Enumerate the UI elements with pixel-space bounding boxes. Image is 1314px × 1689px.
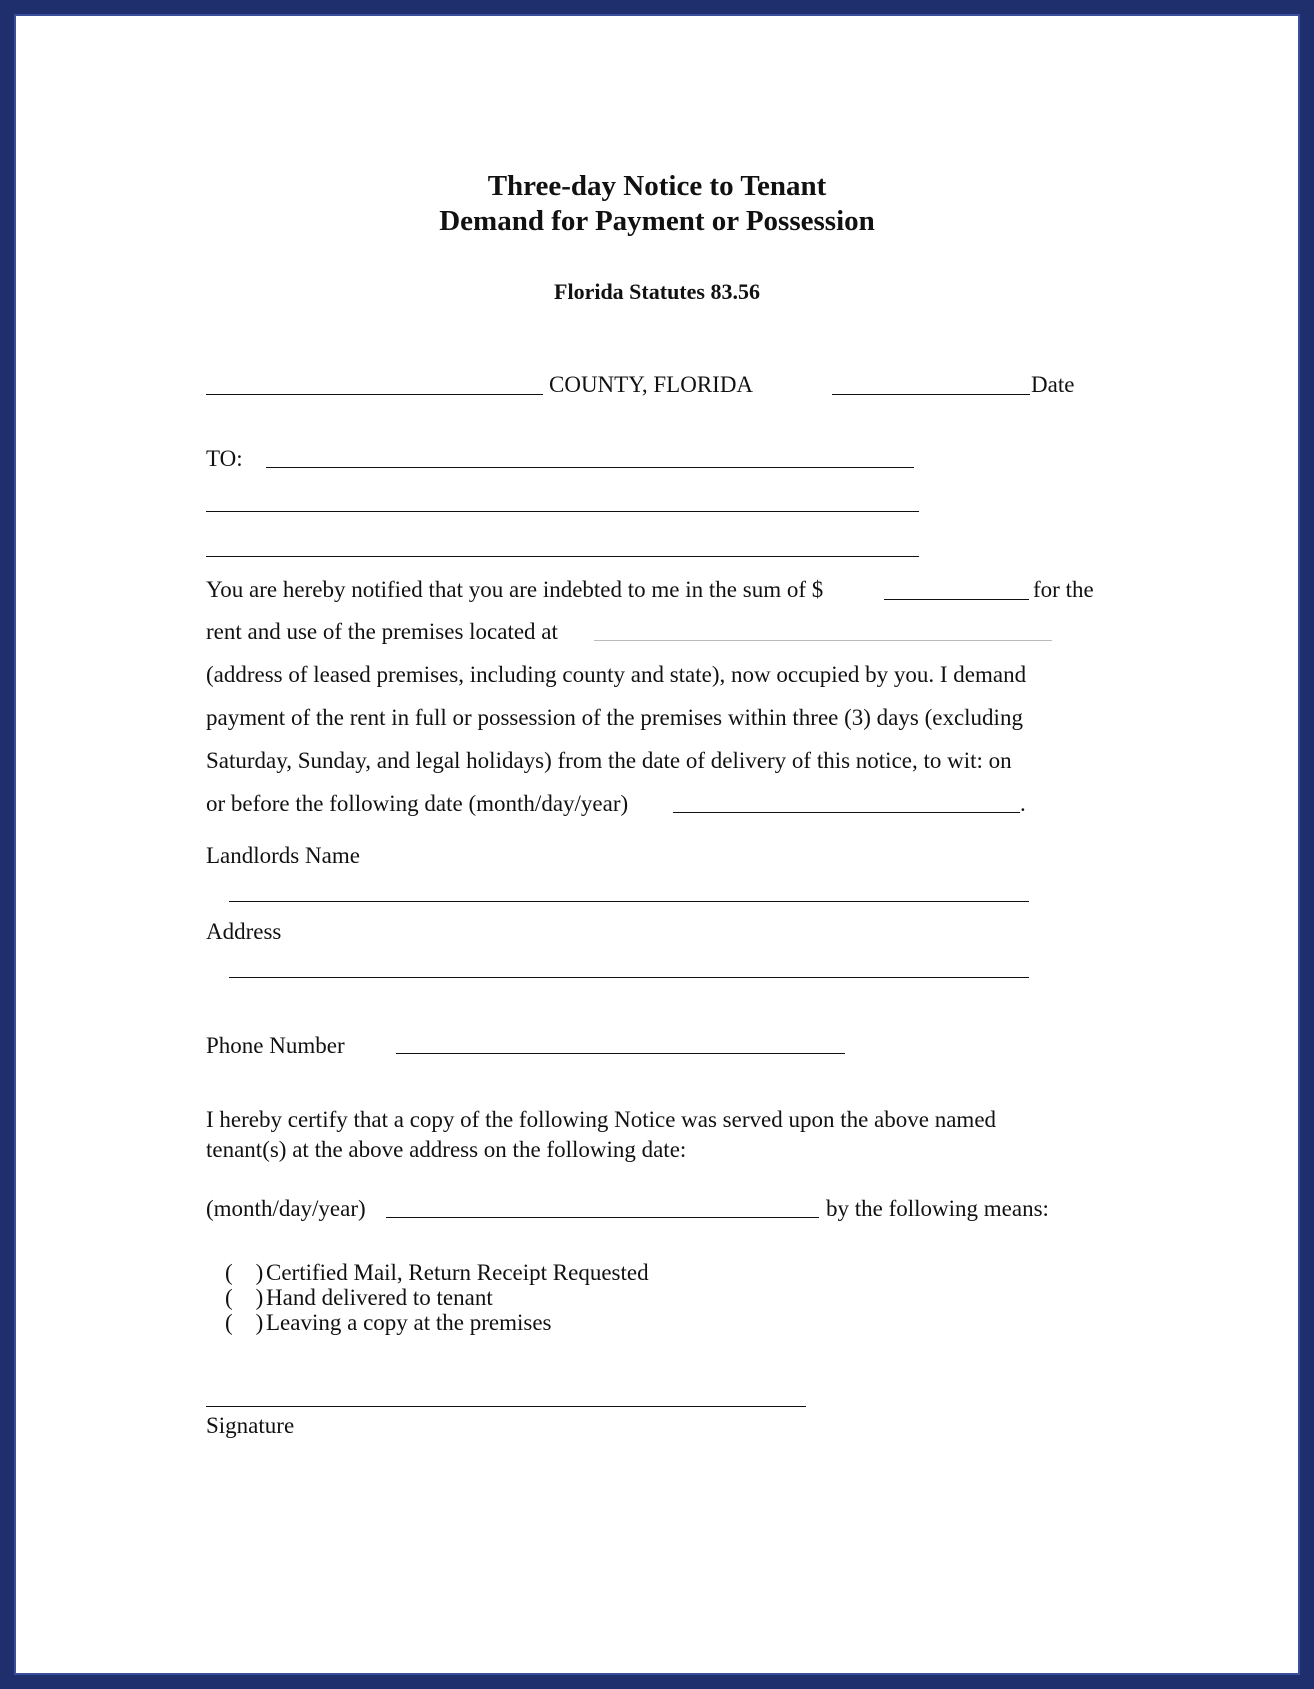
phone-blank[interactable]	[396, 1053, 845, 1054]
served-date-suffix: by the following means:	[826, 1196, 1049, 1221]
signature-label: Signature	[206, 1413, 295, 1438]
date-label: Date	[1031, 372, 1075, 397]
served-date-blank[interactable]	[386, 1217, 819, 1218]
signature-blank[interactable]	[206, 1406, 806, 1407]
certify-line-1: I hereby certify that a copy of the following Notice was served upon the above named	[206, 1107, 997, 1132]
phone-label: Phone Number	[206, 1033, 345, 1058]
landlord-name-label: Landlords Name	[206, 843, 360, 868]
body-line-1a: You are hereby notified that you are indebted to me in the sum of $	[206, 577, 824, 602]
title-line-2: Demand for Payment or Possession	[439, 205, 875, 237]
body-line-2: rent and use of the premises located at	[206, 619, 558, 644]
sum-blank[interactable]	[884, 599, 1029, 600]
body-line-6: or before the following date (month/day/year)	[206, 791, 629, 816]
county-blank[interactable]	[206, 394, 543, 395]
means-checkbox-2[interactable]: ( )	[225, 1285, 264, 1310]
to-blank-3[interactable]	[206, 556, 919, 557]
deadline-date-blank[interactable]	[673, 812, 1020, 813]
means-label-2: Hand delivered to tenant	[266, 1285, 493, 1310]
landlord-name-blank[interactable]	[229, 901, 1029, 902]
body-line-5: Saturday, Sunday, and legal holidays) from the date of delivery of this notice, to wit: on	[206, 748, 1012, 773]
date-blank[interactable]	[832, 394, 1030, 395]
means-label-3: Leaving a copy at the premises	[266, 1310, 552, 1335]
title-line-1: Three-day Notice to Tenant	[487, 170, 827, 202]
county-label: COUNTY, FLORIDA	[549, 372, 754, 397]
to-blank-1[interactable]	[266, 467, 914, 468]
address-blank[interactable]	[229, 977, 1029, 978]
address-label: Address	[206, 919, 282, 944]
statute-reference: Florida Statutes 83.56	[554, 279, 760, 304]
means-checkbox-3[interactable]: ( )	[225, 1310, 264, 1335]
body-line-4: payment of the rent in full or possession of the premises within three (3) days (excluding	[206, 705, 1023, 730]
premises-blank[interactable]	[594, 640, 1052, 641]
body-line-1b: for the	[1033, 577, 1094, 602]
body-line-3: (address of leased premises, including county and state), now occupied by you. I demand	[206, 662, 1027, 687]
to-label: TO:	[206, 446, 243, 471]
means-label-1: Certified Mail, Return Receipt Requested	[266, 1260, 649, 1285]
means-checkbox-1[interactable]: ( )	[225, 1260, 264, 1285]
body-line-6-period: .	[1020, 791, 1026, 816]
served-date-prefix: (month/day/year)	[206, 1196, 366, 1221]
certify-line-2: tenant(s) at the above address on the following date:	[206, 1137, 687, 1162]
to-blank-2[interactable]	[206, 511, 919, 512]
